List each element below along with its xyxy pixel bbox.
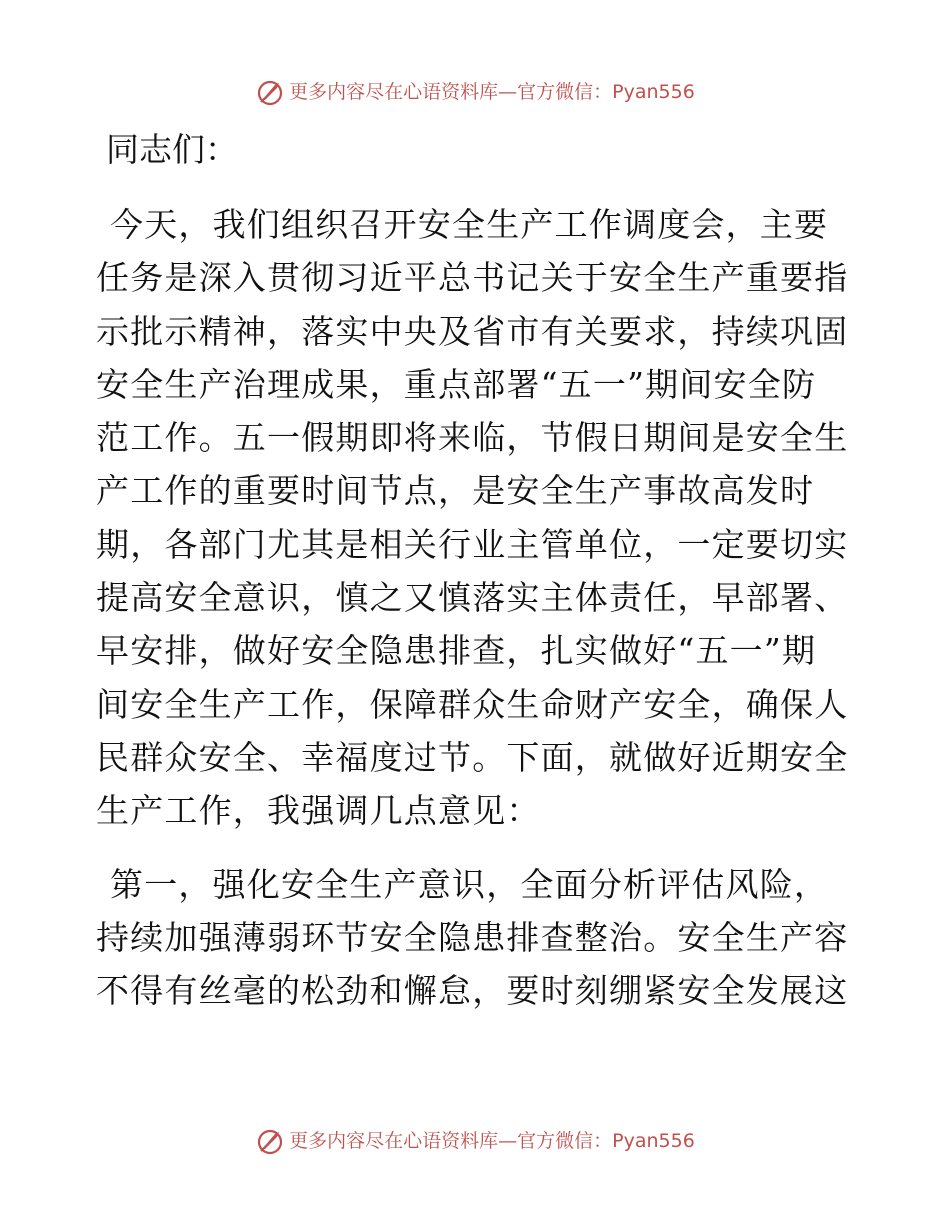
- text-line: 产工作的重要时间节点，是安全生产事故高发时: [96, 471, 815, 511]
- paragraph-2: [96, 858, 856, 1018]
- text-line: 民群众安全、幸福度过节。下面，就做好近期安全: [96, 737, 849, 777]
- text-line: 第一，强化安全生产意识，全面分析评估风险，: [110, 864, 829, 904]
- salutation: 同志们：: [106, 130, 238, 169]
- watermark-text: 更多内容尽在心语资料库—官方微信：: [289, 81, 613, 103]
- text-line: 持续加强薄弱环节安全隐患排查整治。安全生产容: [96, 917, 849, 957]
- paragraph-spacer: [96, 838, 856, 858]
- paragraph-1: [96, 198, 856, 838]
- text-line: 不得有丝毫的松劲和懈怠，要时刻绷紧安全发展这: [96, 971, 849, 1011]
- watermark-account: Pyan556: [612, 81, 695, 103]
- text-line: 提高安全意识，慎之又慎落实主体责任，早部署、: [96, 578, 849, 618]
- text-line: 示批示精神，落实中央及省市有关要求，持续巩固: [96, 311, 849, 351]
- text-line: 期，各部门尤其是相关行业主管单位，一定要切实: [96, 524, 849, 564]
- text-line: 早安排，做好安全隐患排查，扎实做好“五一”期: [96, 631, 817, 671]
- text-line: 间安全生产工作，保障群众生命财产安全，确保人: [96, 684, 849, 724]
- footer-watermark: [0, 1125, 950, 1155]
- text-line: 范工作。五一假期即将来临，节假日期间是安全生: [96, 418, 849, 458]
- text-line: 任务是深入贯彻习近平总书记关于安全生产重要指: [96, 258, 849, 298]
- quill-logo-icon: [255, 1126, 285, 1156]
- header-watermark: [0, 76, 950, 106]
- watermark-text: 更多内容尽在心语资料库—官方微信：: [289, 1130, 613, 1152]
- text-line: 安全生产治理成果，重点部署“五一”期间安全防: [96, 364, 817, 404]
- quill-logo-icon: [255, 77, 285, 107]
- text-line: 生产工作，我强调几点意见：: [96, 791, 541, 831]
- document-body: [96, 122, 856, 1017]
- watermark-account: Pyan556: [612, 1130, 695, 1152]
- text-line: 今天，我们组织召开安全生产工作调度会，主要: [110, 205, 829, 244]
